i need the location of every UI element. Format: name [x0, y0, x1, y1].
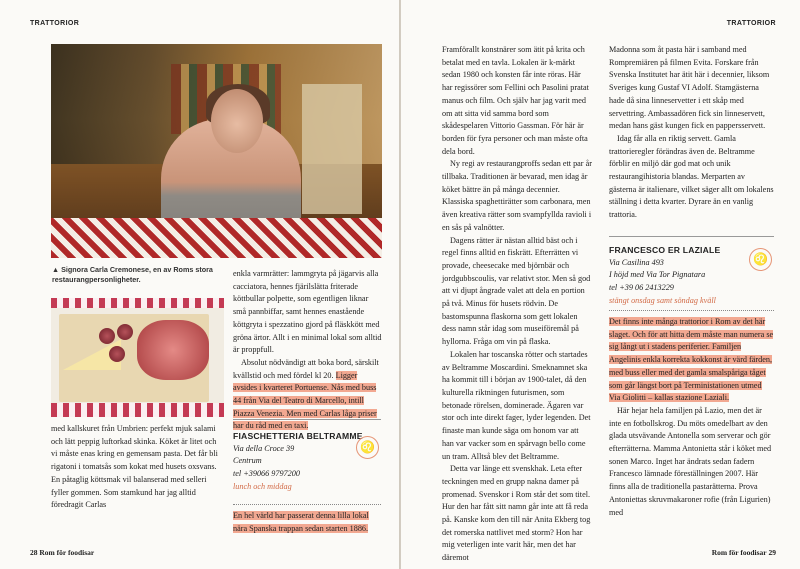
highlighted-text: En hel värld har passerat denna lilla lokal nära Spanska trappan sedan starten 1886.: [233, 511, 369, 533]
divider: [233, 419, 381, 420]
photo-carla-cremonese: [51, 44, 382, 258]
right-column-d: [609, 44, 774, 222]
venue-hours: stängt onsdag samt söndag kväll: [609, 295, 716, 305]
left-column-a: [51, 423, 224, 512]
left-column-b: [233, 268, 383, 433]
paragraph: Detta var länge ett svenskhak. Leta efter teckningen med en grupp nakna damer på promenad. Svenskor i Rom står det som titel. Hur den har fått sitt namn går inte att få reda på. Kanske kom den till när Anita Ekberg tog det romerska nattlivet med storm? Hon har mig veterligen inte varit här, men det har däremot: [442, 464, 591, 563]
highlighted-text: Det finns inte många trattorior i Rom av det här slaget. Och för att hitta dem måste man numera se sig långt ut i stadens periferier. Familjen Angelinis enkla korrekta kokkonst är värd färden, med buss eller med det gamla smalspåriga tåget som går längst bort på Terministationen utmed Via Giolitti – kallas stazione Laziali.: [609, 317, 774, 403]
left-page: [0, 0, 399, 569]
page-number-left: 28 Rom för foodisar: [30, 548, 95, 557]
right-column-c: [442, 44, 592, 565]
venue-area: I höjd med Via Tor Pignatara: [609, 270, 706, 280]
paragraph: Madonna som åt pasta här i samband med Rompremiären på filmen Evita. Forskare från Svenska Institutet har ätit här i decennier, liksom Sveriges kung Gustaf VI Adolf. Stamgästerna hade då sina linneservetter i ett skåp med servettring. Ambassadören fick sin linneservett, medan hans gäst kungen fick en pappersservett.: [609, 45, 770, 131]
venue-area: Centrum: [233, 456, 262, 466]
paragraph: Lokalen har toscanska rötter och startades av Beltramme Moscardini. Smeknamnet ska ha kommit till i början av 1900-talet, då den kulturella riktningen futurismen, som betonade rörelsen, dominerade. Ägaren var stor och inte direkt fager, lyder legenden. Det finaste man kunde säga om honom var att han var vacker som en spårvagn bello come un tram. Alltså blev det Beltramme.: [442, 349, 591, 461]
venue-name: FRANCESCO ER LAZIALE: [609, 245, 721, 255]
venue-street: Via Casilina 493: [609, 257, 664, 267]
divider: [609, 236, 774, 237]
running-head-left: TRATTORIOR: [30, 20, 80, 27]
page-number-right: Rom för foodisar 29: [711, 548, 776, 557]
dotted-divider: [233, 504, 381, 505]
paragraph: Ny regi av restaurangproffs sedan ett par år tillbaka. Traditionen är bevarad, men idag är köket bättre än på många decennier. Klassiska spaghettirätter som carbonara, men även kreativa rätter som svampfyllda ravioli i en sås på valnötter.: [442, 159, 592, 232]
running-head-right: TRATTORIOR: [726, 20, 776, 27]
venue-street: Via della Croce 39: [233, 443, 295, 453]
paragraph: Dagens rätter är nästan alltid bäst och i regel finns alltid en fiskrätt. Efterrätten vi provade, cheesecake med björnbär och jordgubbscoulis, var relativt stor. Men så god att vi djupt ångrade valet att dela en portion på två. Minus för husets rödvin. De bastomspunna flaskorna som gett lokalen dess namn står idag som museiföremål på hyllorna. Fråga om vin på flaska.: [442, 235, 591, 347]
highlighted-text: Ligger avsides i kvarteret Portuense. Nås med buss 44 från Via del Teatro di Marcello, intill Piazza Venezia. Men med Carlas låga priser har du råd med en taxi.: [233, 370, 377, 431]
lion-logo-icon: ♌: [356, 436, 379, 459]
paragraph: Idag får alla en riktig servett. Gamla trattorieregler förändras även de. Beltramme förblir en miljö där god mat och unik restaurangihistoria blandas. Merparten av gästerna är italienare, vilket säger allt om lokalens ställning i detta kvarter. Dyrare än en vanlig trattoria.: [609, 133, 774, 220]
dotted-divider: [609, 310, 774, 311]
photo-caption: ▲ Signora Carla Cremonese, en av Roms stora restaurangpersonligheter.: [52, 265, 213, 284]
venue-name: FIASCHETTERIA BELTRAMME: [233, 431, 363, 441]
venue-summary-francesco: [609, 316, 774, 519]
venue-phone: tel +39066 9797200: [233, 469, 300, 479]
venue-hours: lunch och middag: [233, 481, 292, 491]
paragraph: Här hejar hela familjen på Lazio, men det är inte en fotbollskrog. Du möts omedelbart av den glada utsvävande Antonella som serverar och gör efterrätterna. Mamma Antonietta står i köket med sonen Marco. Inget har ändrats sedan fadern Francesco lämnade föreställningen 2007. Här finns alla de traditionella pastarätterna. Prova Antoniettas skruvmakaroner rofie (från Ligurien) med: [609, 405, 772, 517]
photo-charcuterie: [51, 298, 224, 417]
paragraph: med kallskuret från Umbrien: perfekt mjuk salami och lätt peppig luftorkad skinka. Köket är litet och vi måste enas kring en gemensam pasta. Det får bli rigatoni i tomatsås som kokat med husets oxsvans. En påtaglig köttsmak vil balanserad med selleri fyller gommen. Som stamkund har jag alltid föredragit Carlas: [51, 424, 218, 510]
venue-phone: tel +39 06 2413229: [609, 283, 674, 293]
paragraph: Framförallt konstnärer som ätit på krita och betalat med en tavla. Lokalen är k-märkt sedan 1980 och konsten får inte röras. Här har regissörer som Fellini och Pasolini pratat manus och film. Och själv har jag varit med om att sitta vid samma bord som skådespelaren Vittorio Gassman. För här är borden för fyra personer och man måste ofta dela bord.: [442, 45, 589, 156]
paragraph: Absolut nödvändigt att boka bord, särskilt kvällstid och med fördel kl 20. Ligger avsides i kvarteret Portuense. Nås med buss 44 från Via del Teatro di Marcello, intill Piazza Venezia. Men med Carlas låga priser har du råd med en taxi.: [233, 357, 379, 431]
right-page: [401, 0, 800, 569]
venue-summary-beltramme: [233, 510, 383, 535]
paragraph: enkla varmrätter: lammgryta på jägarvis alla cacciatora, hennes fjärilslätta friterade köttbullar polpette, som egentligen liknar små pannbiffar, samt hennes enastående köttgryta i spezzatino gjord på fläskkött med gröna ärtor. Allt i en minimal lokal som alltid är proppfull.: [233, 269, 382, 355]
lion-logo-icon: ♌: [749, 248, 772, 271]
